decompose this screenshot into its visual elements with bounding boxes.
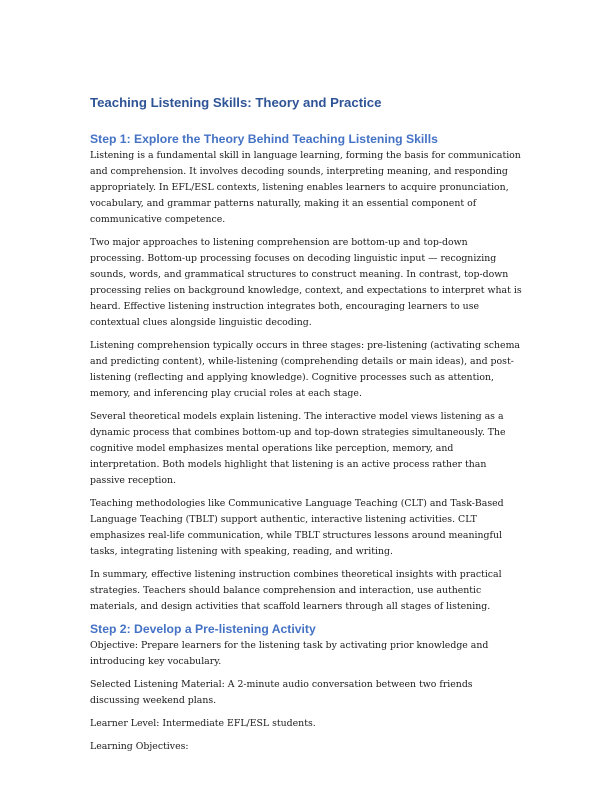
step1-paragraph-2: Two major approaches to listening comprehension are bottom-up and top-down processing. Bottom-up processing focuses on decoding linguistic input — recognizing sounds, words, and grammatical structures to construct meaning. In contrast, top-down processing relies on background knowledge, context, and expectations to interpret what is heard. Effective listening instruction integrates both, encouraging learners to use contextual clues alongside linguistic decoding. (90, 237, 522, 328)
document-body (90, 94, 522, 762)
step2-objective: Objective: Prepare learners for the listening task by activating prior knowledge and introducing key vocabulary. (90, 640, 489, 667)
step1-paragraph-3: Listening comprehension typically occurs in three stages: pre-listening (activating schema and predicting content), while-listening (comprehending details or main ideas), and post-listening (reflecting and applying knowledge). Cognitive processes such as attention, memory, and inferencing play crucial roles at each stage. (90, 340, 520, 399)
step2-listening-material: Selected Listening Material: A 2-minute audio conversation between two friends discussing weekend plans. (90, 679, 473, 706)
step1-paragraph-1: Listening is a fundamental skill in language learning, forming the basis for communication and comprehension. It involves decoding sounds, interpreting meaning, and responding appropriately. In EFL/ESL contexts, listening enables learners to acquire pronunciation, vocabulary, and grammar patterns naturally, making it an essential component of communicative competence. (90, 150, 521, 225)
step2-learning-objectives: Learning Objectives: (90, 741, 189, 752)
step1-paragraph-5: Teaching methodologies like Communicative Language Teaching (CLT) and Task-Based Language Teaching (TBLT) support authentic, interactive listening activities. CLT emphasizes real-life communication, while TBLT structures lessons around meaningful tasks, integrating listening with speaking, reading, and writing. (90, 498, 504, 557)
step1-paragraph-4: Several theoretical models explain listening. The interactive model views listening as a dynamic process that combines bottom-up and top-down strategies simultaneously. The cognitive model emphasizes mental operations like perception, memory, and interpretation. Both models highlight that listening is an active process rather than passive reception. (90, 411, 506, 486)
step1-paragraph-6: In summary, effective listening instruction combines theoretical insights with practical strategies. Teachers should balance comprehension and interaction, use authentic materials, and design activities that scaffold learners through all stages of listening. (90, 569, 502, 612)
document-title: Teaching Listening Skills: Theory and Practice (90, 95, 382, 110)
step1-heading: Step 1: Explore the Theory Behind Teaching Listening Skills (90, 132, 438, 146)
step2-heading: Step 2: Develop a Pre-listening Activity (90, 622, 316, 636)
step2-learner-level: Learner Level: Intermediate EFL/ESL students. (90, 718, 316, 729)
